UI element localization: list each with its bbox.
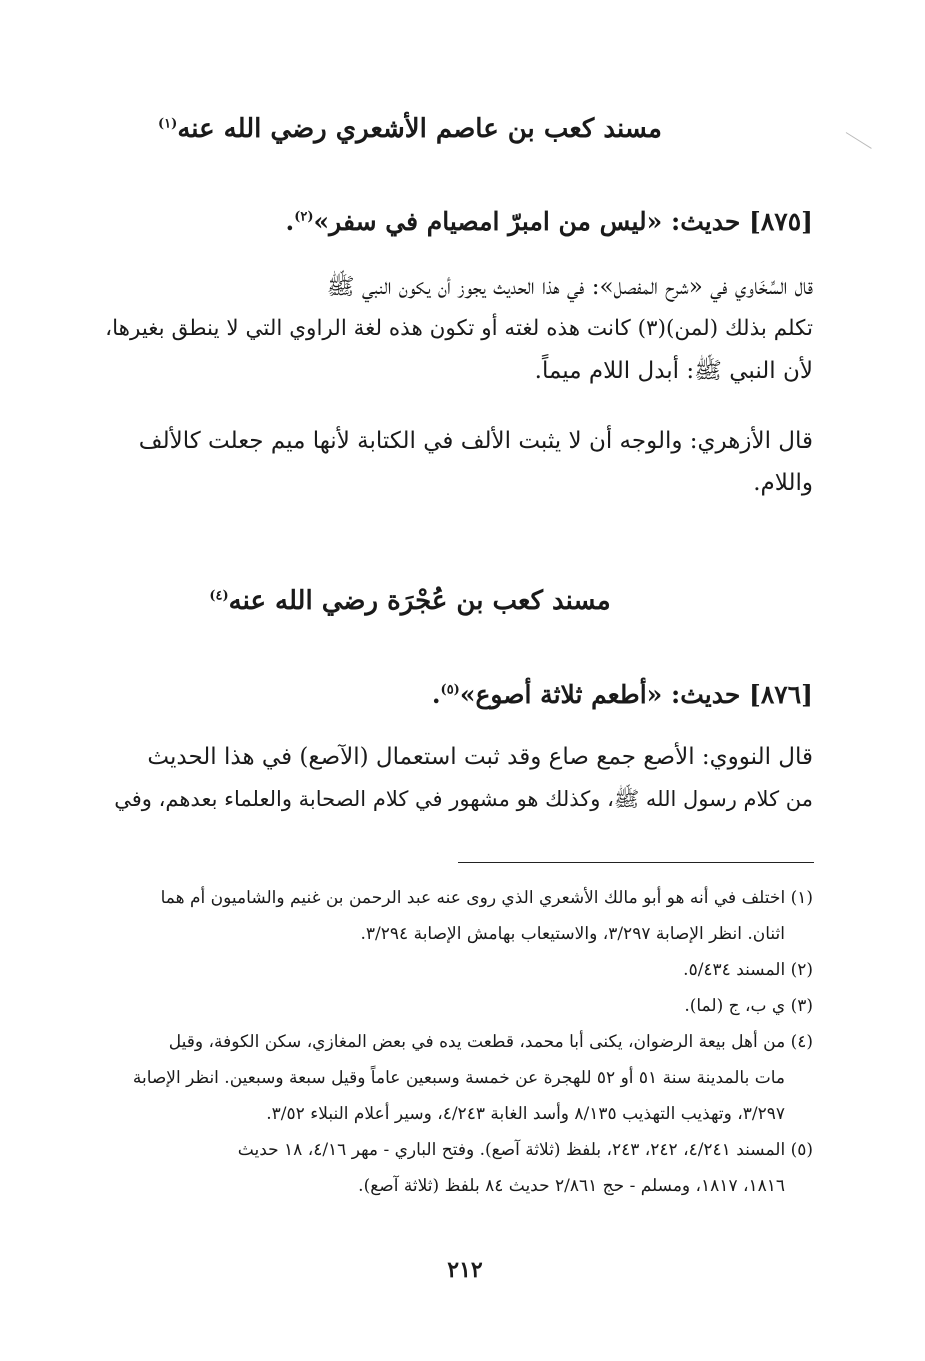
section-heading-kaab-ibn-asim <box>100 112 720 146</box>
hadith-end-mark: . <box>431 680 441 709</box>
heading-text: مسند كعب بن عاصم الأشعري رضي الله عنه <box>177 114 662 144</box>
footnote-line: اثنان. انظر الإصابة ٣/٢٩٧، والاستيعاب بهامش الإصابة ٣/٢٩٤. <box>360 924 785 944</box>
footnote-line: (٢) المسند ٥/٤٣٤. <box>683 960 813 980</box>
footnote-line: (٤) من أهل بيعة الرضوان، يكنى أبا محمد، قطعت يده في بعض المغازي، سكن الكوفة، وقيل <box>168 1032 813 1052</box>
page-number: ٢١٢ <box>447 1257 483 1283</box>
paragraph-nawawi <box>100 736 813 820</box>
footnote-line: (٥) المسند ٤/٢٤١، ٢٤٢، ٢٤٣، بلفظ (ثلاثة آصع). وفتح الباري - مهر ٤/١٦، ١٨ حديث <box>237 1140 813 1160</box>
paragraph-line: قال السِّخَاوي في «شرح المفصل»: في هذا الحديث يجوز أن يكون النبي ﷺ <box>326 274 813 300</box>
footnotes <box>100 880 813 1204</box>
paragraph-line: قال الأزهري: والوجه أن لا يثبت الألف في الكتابة لأنها ميم جعلت كالألف <box>138 428 813 454</box>
footnote-line: (٣) ي ب، ج (لما). <box>684 996 813 1016</box>
scan-mark <box>846 132 872 149</box>
footnote-ref: (٤) <box>209 588 229 604</box>
hadith-number: [٨٧٥] <box>749 207 813 236</box>
section-heading-kaab-ibn-ujra <box>100 584 720 618</box>
footnote-ref: (١) <box>158 116 178 132</box>
paragraph-azhari <box>100 420 813 504</box>
hadith-end-mark: . <box>285 207 295 236</box>
paragraph-sakhawi <box>100 266 813 392</box>
paragraph-line: تكلم بذلك (لمن)(٣) كانت هذه لغته أو تكون هذه لغة الراوي التي لا ينطق بغيرها، <box>105 316 813 341</box>
footnote-line: ١٨١٦، ١٨١٧، ومسلم - حج ٢/٨٦١ حديث ٨٤ بلفظ (ثلاثة آصع). <box>358 1176 785 1196</box>
heading-text: مسند كعب بن عُجْرَة رضي الله عنه <box>228 586 611 616</box>
hadith-876 <box>100 678 813 712</box>
footnote-ref: (٥) <box>440 682 460 698</box>
paragraph-line: واللام. <box>753 470 813 496</box>
paragraph-line: من كلام رسول الله ﷺ، وكذلك هو مشهور في كلام الصحابة والعلماء بعدهم، وفي <box>114 787 813 811</box>
hadith-875 <box>100 205 813 239</box>
footnote-ref: (٢) <box>294 209 314 225</box>
hadith-number: [٨٧٦] <box>749 680 813 709</box>
paragraph-line: لأن النبي ﷺ: أبدل اللام ميماً. <box>534 358 813 384</box>
footnote-line: ٣/٢٩٧، وتهذيب التهذيب ٨/١٣٥ وأسد الغابة ٤/٢٤٣، وسير أعلام النبلاء ٣/٥٢. <box>266 1104 785 1124</box>
footnote-line: (١) اختلف في أنه هو أبو مالك الأشعري الذي روى عنه عبد الرحمن بن غنيم والشاميون أم هما <box>160 888 813 908</box>
hadith-text: حديث: «أطعم ثلاثة أصوع» <box>459 680 741 709</box>
hadith-text: حديث: «ليس من امبرّ امصيام في سفر» <box>313 207 741 236</box>
footnote-divider <box>458 862 814 863</box>
footnote-line: مات بالمدينة سنة ٥١ أو ٥٢ للهجرة عن خمسة وسبعين عاماً وقيل سبعة وسبعين. انظر الإصابة <box>132 1068 785 1088</box>
paragraph-line: قال النووي: الأصع جمع صاع وقد ثبت استعمال (الآصع) في هذا الحديث <box>147 744 813 770</box>
